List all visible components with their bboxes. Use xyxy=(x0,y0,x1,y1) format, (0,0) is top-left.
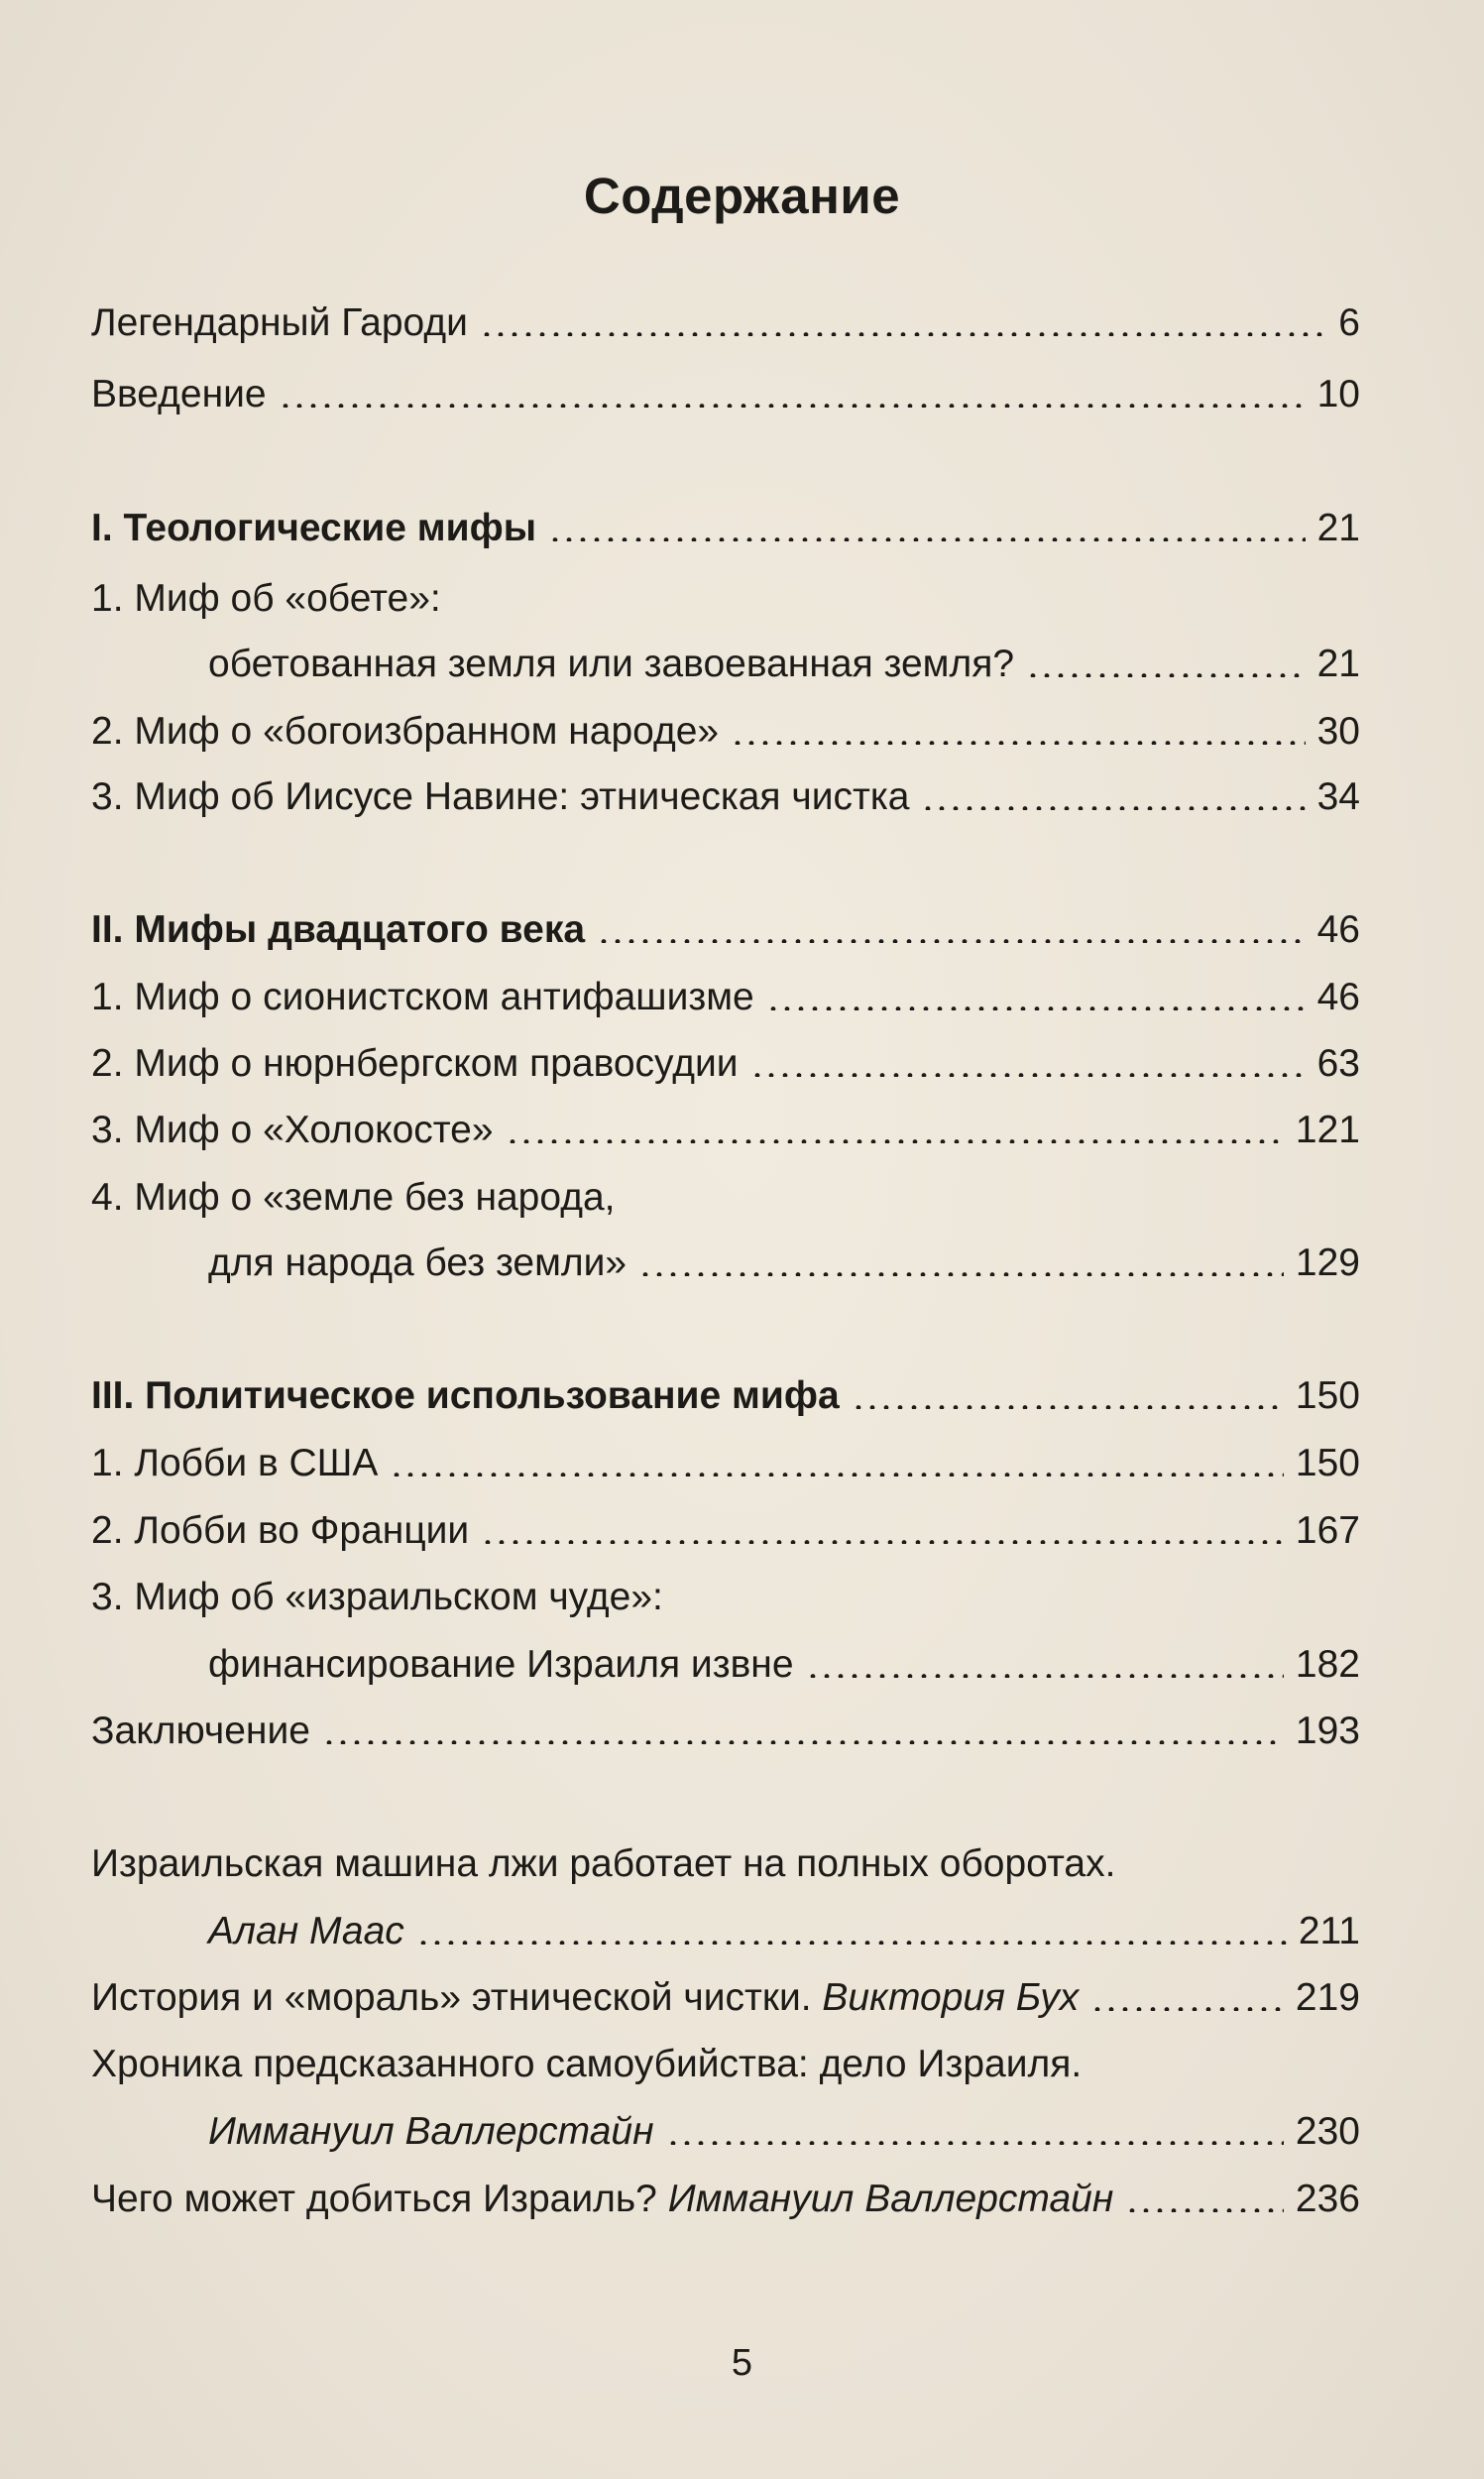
toc-entry-label: 3. Миф об «израильском чуде»: xyxy=(91,1576,663,1618)
toc-entry-label: Чего может добиться Израиль? Иммануил Валлерстайн xyxy=(91,2178,1114,2220)
toc-entry-author: Иммануил Валлерстайн xyxy=(667,2178,1114,2220)
toc-entry-continuation xyxy=(91,1896,1360,1955)
leader-dots xyxy=(921,806,1305,810)
leader-dots xyxy=(750,1073,1306,1077)
toc-entry-page: 10 xyxy=(1316,373,1360,415)
toc-entry-continuation xyxy=(91,1228,1360,1287)
toc-entry-label: для народа без земли» xyxy=(208,1241,628,1284)
toc-entry xyxy=(91,1428,1360,1487)
toc-entry-label: 1. Лобби в США xyxy=(91,1442,379,1484)
toc-entry-label: Введение xyxy=(91,373,267,415)
toc-entry-label: Заключение xyxy=(91,1710,310,1752)
toc-entry-page: 30 xyxy=(1316,710,1360,753)
toc-section-heading xyxy=(91,1360,1360,1420)
toc-entry-author: Иммануил Валлерстайн xyxy=(208,2110,654,2153)
toc-entry-continuation xyxy=(91,629,1360,688)
toc-entry-page: 236 xyxy=(1295,2178,1360,2220)
toc-entry-label: 4. Миф о «земле без народа, xyxy=(91,1176,616,1219)
toc-entry xyxy=(91,1562,1360,1621)
toc-entry xyxy=(91,1028,1360,1088)
leader-dots xyxy=(322,1740,1284,1744)
toc-entry-page: 211 xyxy=(1298,1910,1360,1952)
leader-dots xyxy=(852,1405,1284,1409)
leader-dots xyxy=(638,1272,1284,1276)
toc-section-heading xyxy=(91,493,1360,552)
toc-entry-label: Израильская машина лжи работает на полных оборотах. xyxy=(91,1842,1116,1885)
toc-entry-label: III. Политическое использование мифа xyxy=(91,1374,840,1417)
toc-entry-page: 219 xyxy=(1295,1976,1360,2019)
toc-entry xyxy=(91,288,1360,347)
toc-entry-continuation xyxy=(91,1629,1360,1689)
toc-entry-label: финансирование Израиля извне xyxy=(208,1643,794,1686)
leader-dots xyxy=(1125,2208,1284,2212)
toc-entry-label: 2. Миф о нюрнбергском правосудии xyxy=(91,1042,739,1085)
leader-dots xyxy=(766,1006,1306,1010)
page-title: Содержание xyxy=(583,168,901,224)
toc-entry xyxy=(91,1095,1360,1154)
toc-entry xyxy=(91,762,1360,821)
leader-dots xyxy=(480,332,1326,336)
toc-entry-page: 150 xyxy=(1295,1442,1360,1484)
toc-entry xyxy=(91,2164,1360,2223)
toc-entry-label: Легендарный Гароди xyxy=(91,301,468,344)
toc-entry xyxy=(91,1829,1360,1888)
toc-entry-page: 63 xyxy=(1316,1042,1360,1085)
toc-entry xyxy=(91,1696,1360,1755)
toc-entry-label: 1. Миф об «обете»: xyxy=(91,577,441,620)
leader-dots xyxy=(731,741,1306,745)
table-of-contents xyxy=(91,0,1360,2479)
leader-dots xyxy=(279,404,1306,408)
leader-dots xyxy=(390,1473,1284,1476)
toc-entry-page: 121 xyxy=(1295,1109,1360,1151)
toc-entry-label: 3. Миф о «Холокосте» xyxy=(91,1109,494,1151)
leader-dots xyxy=(1026,673,1306,677)
leader-dots xyxy=(481,1540,1284,1544)
toc-entry-label: Хроника предсказанного самоубийства: дело Израиля. xyxy=(91,2043,1083,2085)
toc-entry-label: 2. Лобби во Франции xyxy=(91,1509,470,1552)
toc-entry-label: обетованная земля или завоеванная земля? xyxy=(208,643,1015,685)
toc-section-heading xyxy=(91,894,1360,954)
toc-entry-page: 230 xyxy=(1295,2110,1360,2153)
toc-entry-page: 21 xyxy=(1316,507,1360,549)
toc-entry-label: II. Мифы двадцатого века xyxy=(91,908,586,951)
leader-dots xyxy=(806,1674,1284,1678)
toc-entry xyxy=(91,1162,1360,1222)
leader-dots xyxy=(597,939,1306,943)
toc-entry xyxy=(91,359,1360,418)
leader-dots xyxy=(416,1941,1287,1945)
toc-entry xyxy=(91,1962,1360,2022)
toc-entry xyxy=(91,1495,1360,1555)
toc-entry-label: I. Теологические мифы xyxy=(91,507,537,549)
leader-dots xyxy=(548,537,1306,541)
page-number: 5 xyxy=(731,2342,753,2384)
toc-entry-page: 193 xyxy=(1295,1710,1360,1752)
toc-entry-page: 21 xyxy=(1316,643,1360,685)
leader-dots xyxy=(506,1139,1284,1143)
toc-entry-author: Виктория Бух xyxy=(822,1976,1080,2019)
leader-dots xyxy=(1090,2007,1284,2011)
toc-entry-page: 34 xyxy=(1316,775,1360,818)
toc-entry xyxy=(91,962,1360,1021)
toc-entry-page: 46 xyxy=(1316,908,1360,951)
toc-entry-label: 2. Миф о «богоизбранном народе» xyxy=(91,710,720,753)
toc-entry-page: 129 xyxy=(1295,1241,1360,1284)
toc-entry-page: 182 xyxy=(1295,1643,1360,1686)
toc-entry-page: 167 xyxy=(1295,1509,1360,1552)
toc-entry-page: 46 xyxy=(1316,976,1360,1018)
toc-entry-label: 3. Миф об Иисусе Навине: этническая чистка xyxy=(91,775,910,818)
toc-entry xyxy=(91,563,1360,623)
leader-dots xyxy=(666,2141,1284,2145)
toc-entry xyxy=(91,2029,1360,2088)
toc-entry-label: История и «мораль» этнической чистки. Виктория Бух xyxy=(91,1976,1080,2019)
toc-entry xyxy=(91,696,1360,756)
toc-entry-label: 1. Миф о сионистском антифашизме xyxy=(91,976,754,1018)
toc-entry-page: 6 xyxy=(1338,301,1360,344)
toc-entry-page: 150 xyxy=(1295,1374,1360,1417)
toc-entry-author: Алан Маас xyxy=(208,1910,404,1952)
toc-entry-continuation xyxy=(91,2096,1360,2156)
